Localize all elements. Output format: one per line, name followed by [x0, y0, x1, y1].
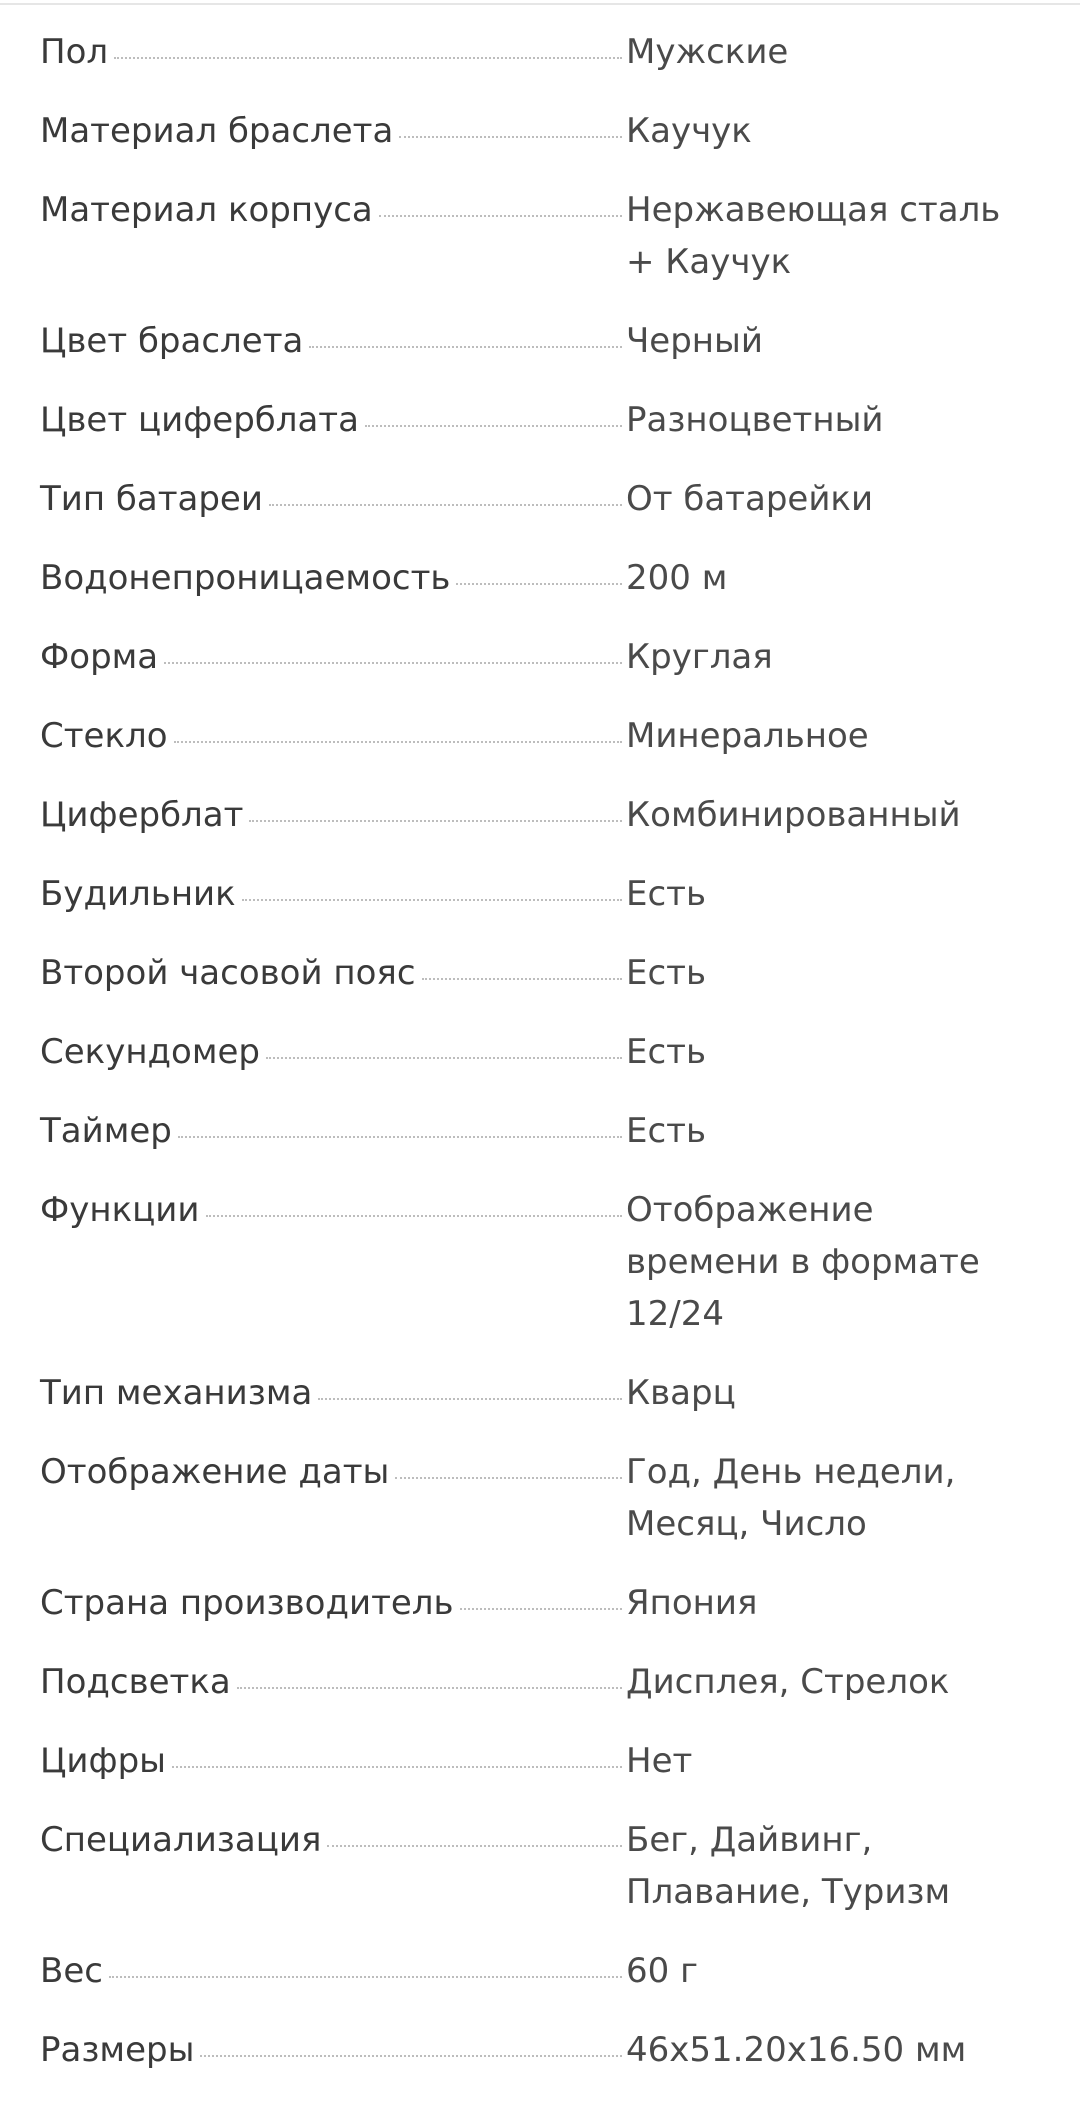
- spec-label: Пол: [40, 32, 109, 72]
- spec-value: Дисплея, Стрелок: [626, 1662, 950, 1702]
- spec-row-shape: [40, 631, 1050, 683]
- spec-row-glass: [40, 710, 1050, 762]
- spec-row-numerals: [40, 1735, 1050, 1787]
- spec-value: Черный: [626, 321, 763, 361]
- spec-row-stopwatch: [40, 1026, 1050, 1078]
- spec-row-date-display: [40, 1446, 1050, 1550]
- spec-row-movement-type: [40, 1367, 1050, 1419]
- spec-row-dial-color: [40, 394, 1050, 446]
- dotted-leader: [318, 1398, 622, 1400]
- specifications-list: [40, 26, 1050, 2103]
- spec-label: Будильник: [40, 874, 236, 914]
- spec-value: Есть: [626, 1032, 707, 1072]
- spec-label: Функции: [40, 1190, 200, 1230]
- spec-value: Каучук: [626, 111, 752, 151]
- spec-label: Таймер: [40, 1111, 172, 1151]
- dotted-leader: [269, 504, 622, 506]
- spec-label: Секундомер: [40, 1032, 261, 1072]
- dotted-leader: [399, 136, 622, 138]
- dotted-leader: [114, 57, 622, 59]
- spec-row-dial: [40, 789, 1050, 841]
- spec-row-water-resistance: [40, 552, 1050, 604]
- spec-value: Мужские: [626, 32, 789, 72]
- spec-row-bracelet-material: [40, 105, 1050, 157]
- spec-row-country: [40, 1577, 1050, 1629]
- dotted-leader: [249, 820, 622, 822]
- spec-label: Цвет циферблата: [40, 400, 359, 440]
- spec-label: Водонепроницаемость: [40, 558, 451, 598]
- spec-label: Циферблат: [40, 795, 244, 835]
- spec-label: Стекло: [40, 716, 168, 756]
- spec-row-case-material: [40, 184, 1050, 288]
- spec-value: Япония: [626, 1583, 758, 1623]
- dotted-leader: [327, 1845, 622, 1847]
- dotted-leader: [365, 425, 622, 427]
- spec-value: 60 г: [626, 1951, 698, 1991]
- spec-label: Вес: [40, 1951, 103, 1991]
- spec-value: Минеральное: [626, 716, 869, 756]
- top-divider: [0, 0, 1080, 5]
- spec-label: Цвет браслета: [40, 321, 304, 361]
- dotted-leader: [164, 662, 622, 664]
- spec-value: 46x51.20x16.50 мм: [626, 2030, 967, 2070]
- dotted-leader: [395, 1477, 622, 1479]
- dotted-leader: [456, 583, 622, 585]
- spec-row-specialization: [40, 1814, 1050, 1918]
- spec-value: Круглая: [626, 637, 773, 677]
- dotted-leader: [460, 1608, 622, 1610]
- dotted-leader: [242, 899, 622, 901]
- spec-value: Есть: [626, 1111, 707, 1151]
- dotted-leader: [266, 1057, 622, 1059]
- dotted-leader: [200, 2055, 622, 2057]
- spec-value: Кварц: [626, 1373, 736, 1413]
- spec-row-second-timezone: [40, 947, 1050, 999]
- dotted-leader: [237, 1687, 622, 1689]
- spec-label: Специализация: [40, 1820, 322, 1860]
- spec-value: Бег, Дайвинг, Плавание, Туризм: [626, 1820, 951, 1912]
- spec-row-gender: [40, 26, 1050, 78]
- spec-row-weight: [40, 1945, 1050, 1997]
- spec-row-dimensions: [40, 2024, 1050, 2076]
- spec-label: Материал корпуса: [40, 190, 373, 230]
- spec-label: Размеры: [40, 2030, 195, 2070]
- spec-value: Отображение времени в формате 12/24: [626, 1190, 980, 1334]
- spec-value: Нет: [626, 1741, 693, 1781]
- spec-label: Второй часовой пояс: [40, 953, 416, 993]
- spec-value: От батарейки: [626, 479, 874, 519]
- spec-label: Тип механизма: [40, 1373, 313, 1413]
- dotted-leader: [109, 1976, 622, 1978]
- spec-row-alarm: [40, 868, 1050, 920]
- spec-value: Нержавеющая сталь + Каучук: [626, 190, 1001, 282]
- dotted-leader: [174, 741, 622, 743]
- dotted-leader: [422, 978, 622, 980]
- dotted-leader: [379, 215, 622, 217]
- spec-label: Материал браслета: [40, 111, 394, 151]
- spec-value: Комбинированный: [626, 795, 961, 835]
- spec-value: 200 м: [626, 558, 728, 598]
- spec-value: Год, День недели, Месяц, Число: [626, 1452, 956, 1544]
- spec-value: Разноцветный: [626, 400, 884, 440]
- dotted-leader: [172, 1766, 622, 1768]
- spec-row-functions: [40, 1184, 1050, 1340]
- spec-row-timer: [40, 1105, 1050, 1157]
- spec-label: Подсветка: [40, 1662, 231, 1702]
- spec-value: Есть: [626, 953, 707, 993]
- spec-value: Есть: [626, 874, 707, 914]
- spec-row-backlight: [40, 1656, 1050, 1708]
- spec-label: Тип батареи: [40, 479, 263, 519]
- dotted-leader: [206, 1215, 623, 1217]
- spec-row-bracelet-color: [40, 315, 1050, 367]
- spec-label: Страна производитель: [40, 1583, 454, 1623]
- spec-row-battery-type: [40, 473, 1050, 525]
- dotted-leader: [309, 346, 622, 348]
- spec-label: Цифры: [40, 1741, 166, 1781]
- spec-label: Форма: [40, 637, 159, 677]
- dotted-leader: [178, 1136, 622, 1138]
- spec-label: Отображение даты: [40, 1452, 390, 1492]
